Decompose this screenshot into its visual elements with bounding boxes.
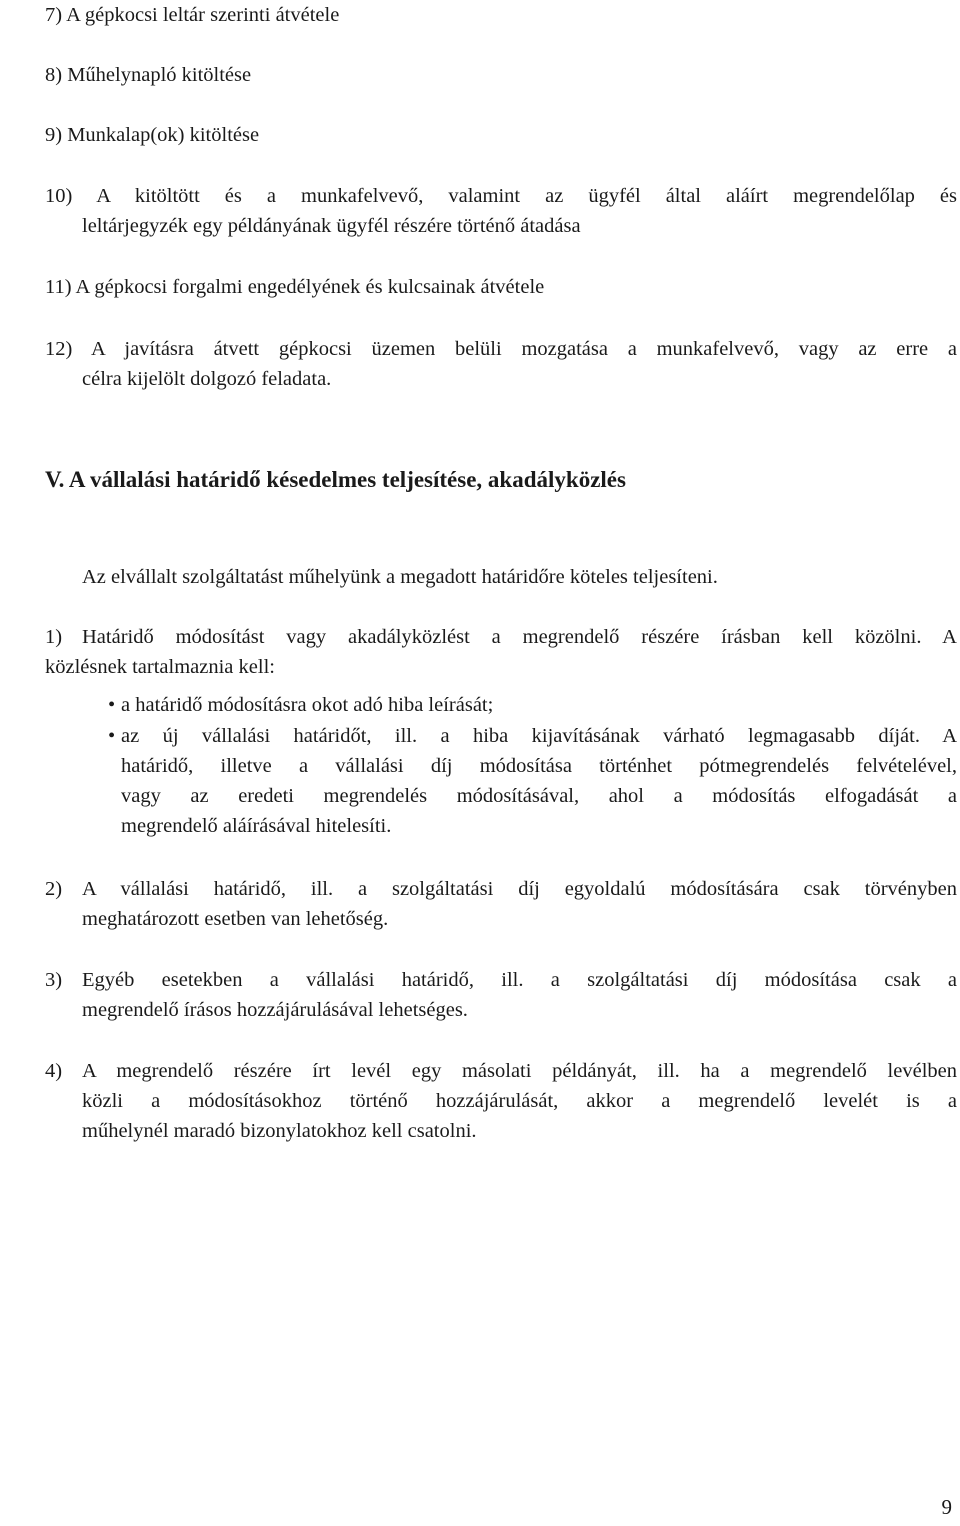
list-item-9 — [45, 120, 957, 150]
list-item-7 — [45, 0, 957, 30]
point-text-line1: A vállalási határidő, ill. a szolgáltatási díj egyoldalú módosítására csak törvényben — [82, 878, 957, 900]
list-item-text: 8) Műhelynapló kitöltése — [45, 64, 252, 86]
numbered-point-1 — [45, 622, 957, 682]
section-intro: Az elvállalt szolgáltatást műhelyünk a megadott határidőre köteles teljesíteni. — [82, 566, 718, 588]
point-number: 1) — [45, 626, 63, 648]
point-text-line2: közlésnek tartalmaznia kell: — [45, 656, 275, 678]
point-text-line2: megrendelő írásos hozzájárulásával lehetséges. — [82, 999, 468, 1021]
list-item-11 — [45, 272, 957, 302]
point-number: 3) — [45, 969, 63, 991]
list-item-text: 9) Munkalap(ok) kitöltése — [45, 124, 260, 146]
page-number: 9 — [941, 1495, 952, 1519]
bullet-text-line4: megrendelő aláírásával hitelesíti. — [121, 815, 392, 837]
list-item-12 — [45, 334, 957, 394]
list-item-10 — [45, 181, 957, 241]
list-item-8 — [45, 60, 957, 90]
point-text-line3: műhelynél maradó bizonylatokhoz kell csatolni. — [82, 1120, 477, 1142]
section-heading: V. A vállalási határidő késedelmes teljesítése, akadályközlés — [45, 467, 626, 492]
list-item-text-line2: célra kijelölt dolgozó feladata. — [82, 368, 332, 390]
point-number: 2) — [45, 878, 63, 900]
list-item-text-line1: 12) A javításra átvett gépkocsi üzemen belüli mozgatása a munkafelvevő, vagy az erre a — [45, 338, 957, 360]
bullet-text: a határidő módosításra okot adó hiba leírását; — [121, 694, 494, 716]
bullet-icon: • — [108, 725, 116, 747]
numbered-point-3 — [45, 965, 957, 1025]
bullet-item — [108, 721, 957, 841]
bullet-text-line3: vagy az eredeti megrendelés módosításával, ahol a módosítás elfogadását a — [121, 785, 957, 807]
point-text-line1: Határidő módosítást vagy akadályközlést a megrendelő részére írásban kell közölni. A — [82, 626, 957, 648]
point-text-line1: Egyéb esetekben a vállalási határidő, ill. a szolgáltatási díj módosítása csak a — [82, 969, 957, 991]
numbered-point-4 — [45, 1056, 957, 1146]
numbered-point-2 — [45, 874, 957, 934]
list-item-text: 11) A gépkocsi forgalmi engedélyének és kulcsainak átvétele — [45, 276, 545, 298]
list-item-text-line1: 10) A kitöltött és a munkafelvevő, valamint az ügyfél által aláírt megrendelőlap és — [45, 185, 957, 207]
list-item-text: 7) A gépkocsi leltár szerinti átvétele — [45, 4, 340, 26]
bullet-item — [108, 690, 957, 720]
point-text-line2: meghatározott esetben van lehetőség. — [82, 908, 389, 930]
point-text-line1: A megrendelő részére írt levél egy másolati példányát, ill. ha a megrendelő levélben — [82, 1060, 957, 1082]
bullet-icon: • — [108, 694, 116, 716]
list-item-text-line2: leltárjegyzék egy példányának ügyfél részére történő átadása — [82, 215, 581, 237]
bullet-text-line2: határidő, illetve a vállalási díj módosítása történhet pótmegrendelés felvételével, — [121, 755, 957, 777]
bullet-text-line1: az új vállalási határidőt, ill. a hiba kijavításának várható legmagasabb díját. A — [121, 725, 957, 747]
point-number: 4) — [45, 1060, 63, 1082]
point-text-line2: közli a módosításokhoz történő hozzájárulását, akkor a megrendelő levelét is a — [82, 1090, 957, 1112]
